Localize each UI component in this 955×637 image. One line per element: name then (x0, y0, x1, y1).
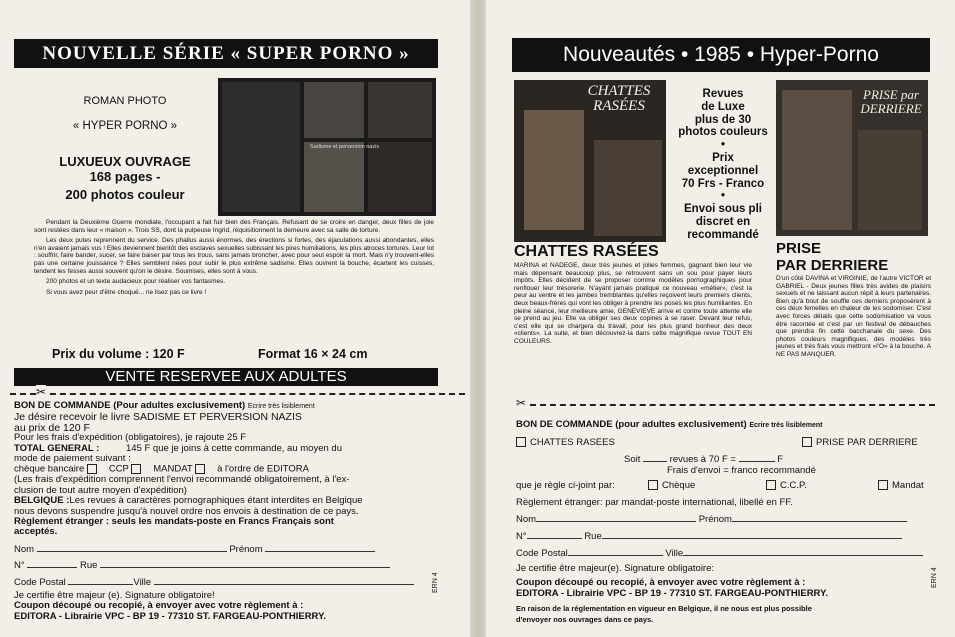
book2-title-1: PRISE (776, 240, 822, 257)
left-header: NOUVELLE SÉRIE « SUPER PORNO » (14, 39, 438, 68)
right-ccp-checkbox[interactable] (766, 480, 776, 490)
vente-banner: VENTE RESERVEE AUX ADULTES (14, 368, 438, 386)
cover-caption: Sadisme et perversion nazis (310, 144, 380, 150)
cut-line-left (10, 393, 465, 395)
nom-field[interactable] (37, 542, 227, 552)
left-page (0, 0, 470, 637)
total-field[interactable] (739, 452, 775, 462)
right-cp-field[interactable] (568, 546, 663, 556)
right-code: ERN 4 (931, 567, 938, 588)
ville-field[interactable] (154, 575, 414, 585)
mandat-checkbox[interactable] (195, 464, 205, 474)
photos-label: 200 photos couleur (65, 187, 185, 202)
scissors-icon: ✂ (36, 385, 47, 399)
cover-photo-chattes (514, 80, 666, 242)
left-title-block (40, 95, 210, 202)
right-numero-field[interactable] (527, 529, 582, 539)
book1-title: CHATTES RASÉES (514, 243, 659, 260)
cheque-checkbox[interactable] (87, 464, 97, 474)
cp-field[interactable] (68, 575, 133, 585)
pages-label: 168 pages - (89, 169, 161, 184)
right-ville-field[interactable] (683, 546, 923, 556)
cover-photo-prise (776, 80, 928, 236)
series-name: « HYPER PORNO » (72, 120, 178, 132)
ccp-checkbox[interactable] (131, 464, 141, 474)
rue-field[interactable] (100, 558, 390, 568)
book2-title-2: PAR DERRIERE (776, 257, 889, 274)
quantity-field[interactable] (643, 452, 667, 462)
left-order-form: BON DE COMMANDE (Pour adultes exclusivement) Ecrire très lisiblement Je désire recevoir le livre SADISME ET PERVERSION NAZIS au prix de 120 F Pour les frais d'expédition (obligatoires), je rajoute 25 F TOTAL GENERAL : 145 F que je joins à cette commande, au moyen du mode de paiement suivant : chèque bancaire CCP MANDAT à l'ordre de EDITORA (Les frais d'expédition comprennent l'envoi recommandé obligatoirement, à l'ex- clusion de tout autre moyen d'expédition) BELGIQUE :Les revues à caractères pornographiques étant interdites en Belgique nous devons suspendre jusqu'à nouvel ordre nos envois à destination de ce pays. Règlement étranger : seuls les mandats-poste en Francs Français sont acceptés. Nom Prénom N° Rue Code Postal Ville Je certifie être majeur (e). Signature obligatoire! Coupon découpé ou recopié, à envoyer avec votre règlement à : EDITORA - Librairie VPC - BP 19 - 77310 ST. FARGEAU-PONTHIERRY. (14, 401, 454, 622)
prenom-field[interactable] (265, 542, 375, 552)
format-label: Format 16 × 24 cm (258, 347, 368, 361)
chattes-checkbox[interactable] (516, 437, 526, 447)
scissors-icon-right: ✂ (516, 396, 527, 410)
gutter (470, 0, 486, 637)
right-mandat-checkbox[interactable] (878, 480, 888, 490)
right-header: Nouveautés • 1985 • Hyper-Porno (512, 38, 930, 72)
luxe-label: LUXUEUX OUVRAGE (59, 154, 191, 169)
right-prenom-field[interactable] (732, 512, 907, 522)
cover-photo-left (218, 78, 436, 216)
roman-photo-label: ROMAN PHOTO (83, 95, 167, 107)
book1-text: MARINA et NADEGE, deux très jeunes et jolies femmes, gagnant bien leur vie mais dépensant beaucoup plus, se retrouvent sans un sou pour payer leurs impôts. Elles décident de se proposer comme modèles pornographiques pour renflouer leur trésorerie. N'ayant jamais pratiqué ce nouveau «métier», c'est la peur au ventre et les jambes tremblantes qu'elles reçoivent leurs premiers clients, deux beaux-frères qui vont les obliger à prendre les poses les plus humiliantes. En pleine séance, leur meilleure amie, GENEVIEVE arrive et contre toute attente elle se prend au jeu. Elle va obliger ses deux copines à se raser. Devant leur refus, c'est elle qui se chargera du travail, pour les plus grand bonheur des deux «clients». La suite, et bien découvrez-la dans cette magnifique revue TOUT EN COULEURS. (514, 262, 752, 345)
book2-text: D'un côté DAVINA et VIRGINIE, de l'autre VICTOR et GABRIEL - Deux jeunes filles très avides de plaisirs sexuels et ne laissant aucun répit à leurs partenaires. Bien qu'à bout de souffle ces derniers proposèrent à ces deux femelles en chaleur de les sodomiser. C'est avec forces détails que cette sodomisation va vous être racontée et c'est par un festival de débauches que prendra fin cette bacchanale du sexe. Des photos couleurs magnifiques, des modèles très jeunes et très frais vous mettront «l'O» à la bouche. A NE PAS MANQUER. (776, 275, 931, 358)
left-description: Pendant la Deuxième Guerre mondiale, l'occupant a fait fuir bien des Français. Refusant de se croire en danger, deux filles de joie sont restées dans leur « maison ». Trois SS, dont la pulpeuse Ingrid, réquisitionnent la demeure avec sa salle de torture. Les deux putes reprennent du service. Des phallus aussi énormes, des érections si fortes, des éjaculations aussi abondantes, elles n'en avaient jamais vus ! Elles deviennent bientôt des esclaves sexuelles subissant les pires humiliations, les plus atroces tortures. Leur lot : souffrir, faire bander, sucer, se faire baiser par tous les trous, sans jamais broncher, avec pour seul espoir la mort. Mais n'y trouvent-elles pas une certaine jouissance ? Elles semblent nées pour subir le plus extrême sadisme. Elles ouvrent la bouche, écartent les cuisses, tendent les fesses aussi souvent qu'on le désire. Soumises, elles sont à vous. 200 photos et un texte audacieux pour réaliser vos fantasmes. Si vous avez peur d'être choqué... ne lisez pas ce livre ! (34, 219, 434, 296)
right-nom-field[interactable] (536, 512, 696, 522)
right-cheque-checkbox[interactable] (648, 480, 658, 490)
price-label: Prix du volume : 120 F (52, 347, 185, 361)
numero-field[interactable] (27, 558, 77, 568)
left-code: ERN 4 (432, 572, 439, 593)
right-rue-field[interactable] (602, 529, 902, 539)
right-order-form: BON DE COMMANDE (pour adultes exclusivement) Ecrire très lisiblement CHATTES RASEES PRISE PAR DERRIERE Soit revues à 70 F = F Frais d'envoi = franco recommandé que je règle ci-joint par: Chèque C.C.P. Mandat Règlement étranger: par mandat-poste international, libellé en FF. Nom Prénom N° Rue Code Postal Ville Je certifie être majeur(e). Signature obligatoire: Coupon découpé ou recopié, à envoyer avec votre règlement à : EDITORA - Librairie VPC - BP 19 - 77310 ST. FARGEAU-PONTHIERRY. En raison de la réglementation en vigueur en Belgique, il ne nous est plus possible d'envoyer nos ouvrages dans ce pays. (516, 419, 924, 624)
right-page (486, 0, 955, 637)
cover-title-prise: PRISE par DERRIERE (860, 87, 922, 116)
cut-line-right (520, 404, 935, 406)
right-middle-text: Revues de Luxe plus de 30 photos couleurs • Prix exceptionnel 70 Frs - Franco • Envoi sous pli discret en recommandé (678, 88, 768, 241)
cover-title-chattes: CHATTES RASÉES (587, 83, 651, 114)
prise-checkbox[interactable] (802, 437, 812, 447)
